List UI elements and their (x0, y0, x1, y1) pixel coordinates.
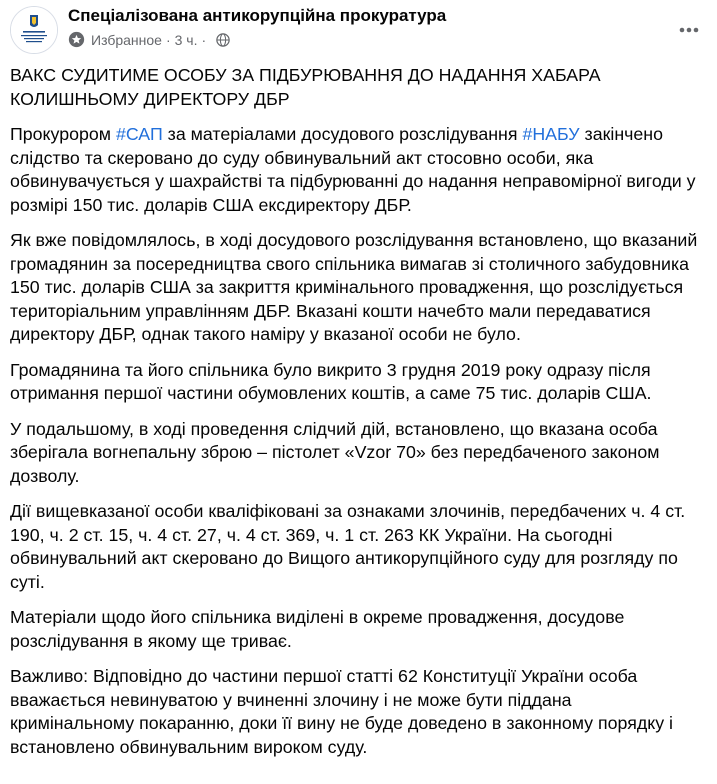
hashtag-sap[interactable]: #САП (115, 124, 163, 144)
paragraph-3: Громадянина та його спільника було викрито 3 грудня 2019 року одразу після отримання першої частини обумовлених коштів, а саме 75 тис. доларів США. (10, 359, 652, 403)
p1-text-a: Прокурором (10, 124, 116, 144)
favorites-label[interactable]: Избранное (91, 31, 162, 48)
post-title-line2: КОЛИШНЬОМУ ДИРЕКТОРУ ДБР (10, 88, 290, 109)
post-meta (68, 31, 230, 48)
paragraph-7: Важливо: Відповідно до частини першої статті 62 Конституції України особа вважається невинуватою у вчиненні злочину і не може бути піддана кримінальному покаранню, доки її вину не буде доведено в законному порядку і встановлено обвинувальним вироком суду. (10, 666, 673, 757)
hashtag-nabu[interactable]: #НАБУ (522, 124, 580, 144)
post-header (0, 0, 717, 62)
meta-separator-2: · (201, 31, 207, 48)
post-title-line1: ВАКС СУДИТИМЕ ОСОБУ ЗА ПІДБУРЮВАННЯ ДО НАДАННЯ ХАБАРА (10, 65, 601, 85)
paragraph-5: Дії вищевказаної особи кваліфіковані за ознаками злочинів, передбачених ч. 4 ст. 190, ч. 2 ст. 15, ч. 4 ст. 27, ч. 4 ст. 369, ч. 1 ст. 263 КК України. На сьогодні обвинувальний акт скеровано до Вищого антикорупційного суду для розгляду по суті. (10, 501, 686, 592)
paragraph-4: У подальшому, в ході проведення слідчий дій, встановлено, що вказана особа зберігала вогнепальну зброю – пістолет «Vzor 70» без передбаченого законом дозволу. (10, 418, 660, 486)
paragraph-2: Як вже повідомлялось, в ході досудового розслідування встановлено, що вказаний громадянин за посередництва свого спільника вимагав зі столичного забудовника 150 тис. доларів США за закриття кримінального провадження, що розслідується територіальним управлінням ДБР. Вказані кошти начебто мали передаватися директору ДБР, однак такого наміру у вказаної особи не було. (10, 230, 698, 344)
post-title (10, 64, 700, 111)
prosecutor-emblem-logo (11, 7, 57, 53)
paragraph-6: Матеріали щодо його спільника виділені в окреме провадження, досудове розслідування в якому ще триває. (10, 607, 625, 651)
meta-separator: · (165, 31, 171, 48)
p1-text-c: закінчено слідство та скеровано до суду обвинувальний акт стосовно особи, яка обвинувачується у шахрайстві та підбурюванні до надання неправомірної вигоди у розмірі 150 тис. доларів США ексдиректору ДБР. (10, 124, 696, 215)
paragraph-1 (10, 123, 700, 217)
page-avatar[interactable] (10, 6, 58, 54)
post-body (10, 64, 700, 771)
more-options-icon (679, 27, 699, 33)
page-name-link[interactable]: Спеціалізована антикорупційна прокуратура (68, 6, 447, 25)
p1-text-b: за матеріалами досудового розслідування (162, 124, 523, 144)
more-options-button[interactable] (671, 12, 707, 48)
post-timestamp[interactable]: 3 ч. (174, 31, 198, 48)
globe-icon[interactable] (216, 33, 230, 47)
star-icon (68, 31, 85, 48)
